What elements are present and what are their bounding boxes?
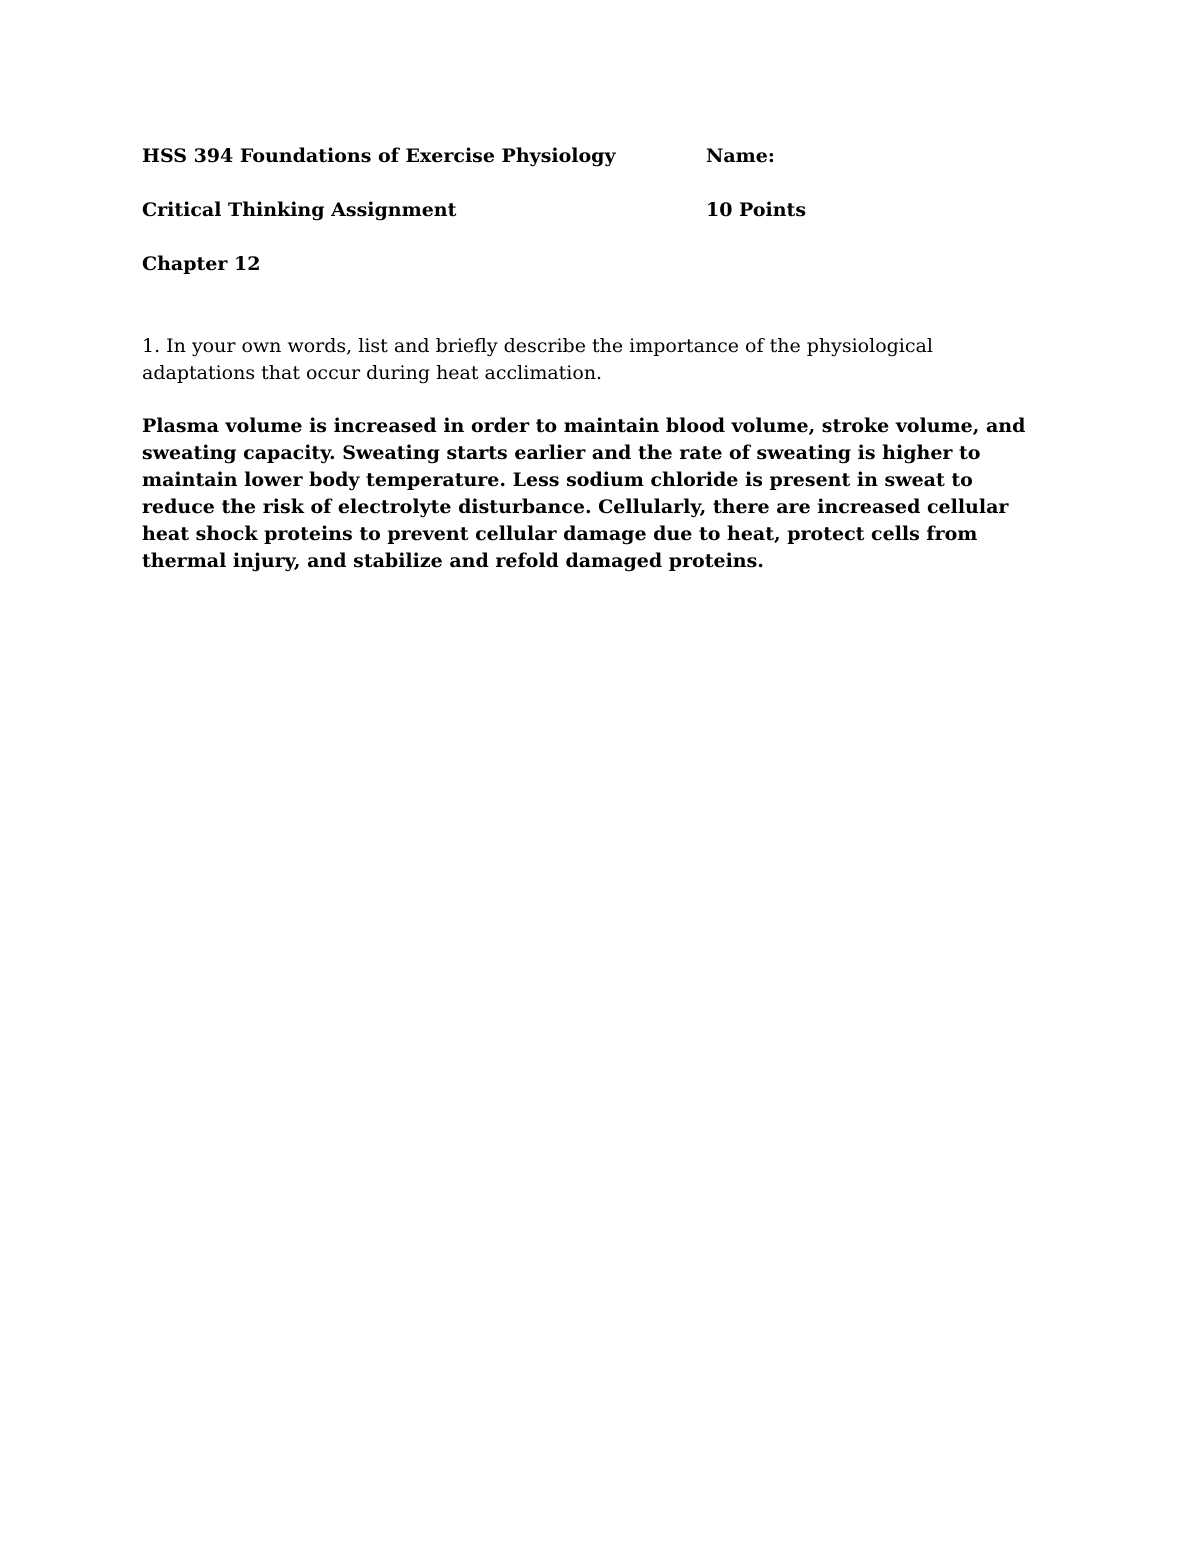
name-label: Name: [706,145,775,167]
answer-text: Plasma volume is increased in order to maintain blood volume, stroke volume, and sweating capacity. Sweating starts earlier and the rate of sweating is higher to maintain lower body temperature. Less sodium chloride is present in sweat to reduce the risk of electrolyte disturbance. Cellularly, there are increased cellular heat shock proteins to prevent cellular damage due to heat, protect cells from thermal injury, and stabilize and refold damaged proteins. [142,415,1026,572]
course-title: HSS 394 Foundations of Exercise Physiology [142,145,616,167]
chapter-label: Chapter 12 [142,253,261,275]
question-text: 1. In your own words, list and briefly describe the importance of the physiological adaptations that occur during heat acclimation. [142,335,933,384]
assignment-title: Critical Thinking Assignment [142,199,457,221]
points-label: 10 Points [706,199,807,221]
